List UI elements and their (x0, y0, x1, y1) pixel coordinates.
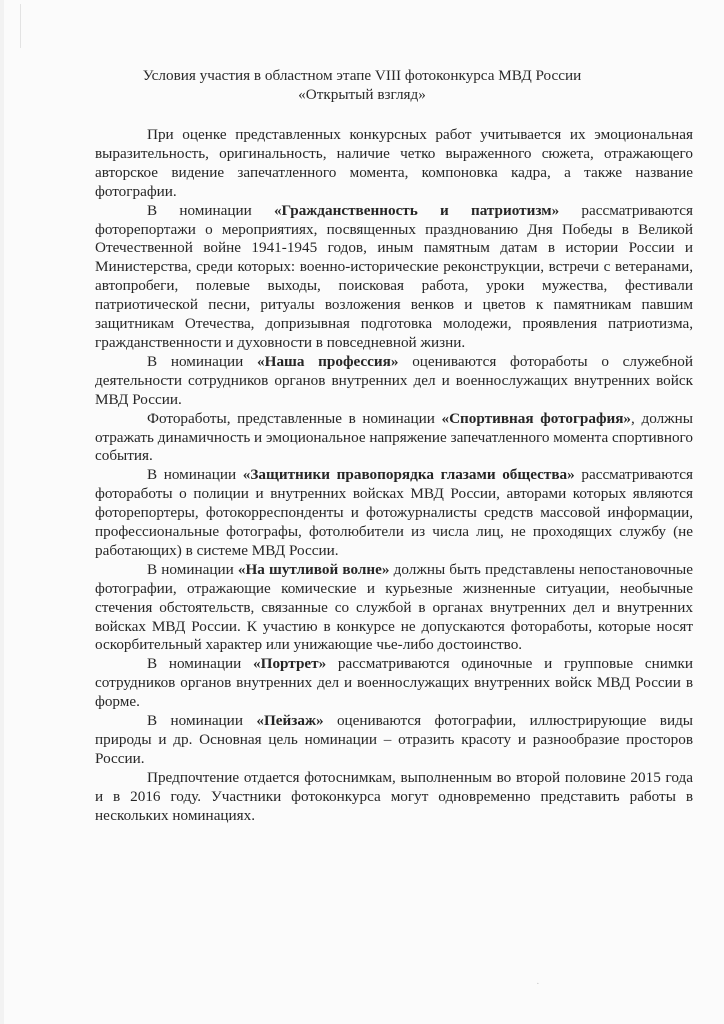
paragraph-text: В номинации (147, 655, 254, 673)
paragraph-text: В номинации (147, 712, 257, 730)
paragraph-sport (95, 410, 693, 467)
nomination-title: «На шутливой волне» (237, 560, 390, 578)
paragraph-text: В номинации (147, 466, 243, 484)
paragraph-citizenship (95, 202, 693, 353)
paragraph-text: рассматриваются одиночные и групповые снимки сотрудников органов внутренних дел и военнослужащих внутренних войск МВД России в форме. (95, 655, 693, 711)
paragraph-portrait (95, 655, 693, 712)
scan-speck: · (536, 978, 540, 990)
paragraph-evaluation (95, 126, 693, 202)
document-body (95, 126, 693, 826)
paragraph-text: При оценке представленных конкурсных работ учитывается их эмоциональная выразительность, оригинальность, наличие четко выраженного сюжета, отражающего авторское видение запечатленного момента, компоновка кадра, а также название фотографии. (95, 126, 693, 200)
scan-artifact (20, 4, 31, 48)
paragraph-text: рассматриваются фотоработы о полиции и внутренних войсках МВД России, авторами которых являются фоторепортеры, фотокорреспонденты и фотожурналисты средств массовой информации, профессиональные фотографы, фотолюбители из числа лиц, не проходящих службу (не работающих) в системе МВД России. (95, 466, 693, 559)
paragraph-preference (95, 769, 693, 826)
nomination-title: «Портрет» (253, 655, 327, 673)
document-title (0, 66, 724, 104)
nomination-title: «Пейзаж» (256, 712, 324, 730)
paragraph-text: оцениваются фотоработы о служебной деятельности сотрудников органов внутренних дел и военнослужащих внутренних войск МВД России. (95, 352, 693, 408)
paragraph-text: Предпочтение отдается фотоснимкам, выполненным во второй половине 2015 года и в 2016 году. Участники фотоконкурса могут одновременно представить работы в нескольких номинациях. (95, 768, 693, 824)
page-edge-shadow (0, 0, 4, 1024)
nomination-title: «Защитники правопорядка глазами общества» (242, 466, 575, 484)
paragraph-profession (95, 353, 693, 410)
title-line-2: «Открытый взгляд» (298, 86, 426, 103)
paragraph-text: В номинации (147, 352, 258, 370)
paragraph-text: В номинации (147, 560, 238, 578)
nomination-title: «Гражданственность и патриотизм» (273, 201, 560, 219)
paragraph-humor (95, 561, 693, 656)
paragraph-text: Фотоработы, представленные в номинации (147, 409, 442, 427)
paragraph-defenders (95, 466, 693, 561)
paragraph-text: В номинации (147, 201, 274, 219)
paragraph-landscape (95, 712, 693, 769)
paragraph-text: , должны отражать динамичность и эмоциональное напряжение запечатленного момента спортивного события. (95, 409, 693, 465)
nomination-title: «Наша профессия» (257, 352, 399, 370)
paragraph-text: оцениваются фотографии, иллюстрирующие виды природы и др. Основная цель номинации – отразить красоту и разнообразие просторов России. (95, 712, 693, 767)
paragraph-text: должны быть представлены непостановочные фотографии, отражающие комические и курьезные жизненные ситуации, необычные стечения обстоятельств, связанные со службой в органах внутренних дел и внутренних войсках МВД России. К участию в конкурсе не допускаются фотоработы, которые носят оскорбительный характер или унижающие чье-либо достоинство. (95, 560, 693, 654)
title-line-1: Условия участия в областном этапе VIII фотоконкурса МВД России (142, 67, 582, 84)
paragraph-text: рассматриваются фоторепортажи о мероприятиях, посвященных празднованию Дня Победы в Великой Отечественной войне 1941-1945 годов, иным памятным датам в истории России и Министерства, среди которых: военно-исторические реконструкции, встречи с ветеранами, автопробеги, полевые выходы, поисковая работа, уроки мужества, фестивали патриотической песни, ритуалы возложения венков и цветов к памятникам павшим защитникам Отечества, допризывная подготовка молодежи, проявления патриотизма, гражданственности и духовности в повседневной жизни. (95, 201, 694, 351)
nomination-title: «Спортивная фотография» (441, 409, 632, 427)
